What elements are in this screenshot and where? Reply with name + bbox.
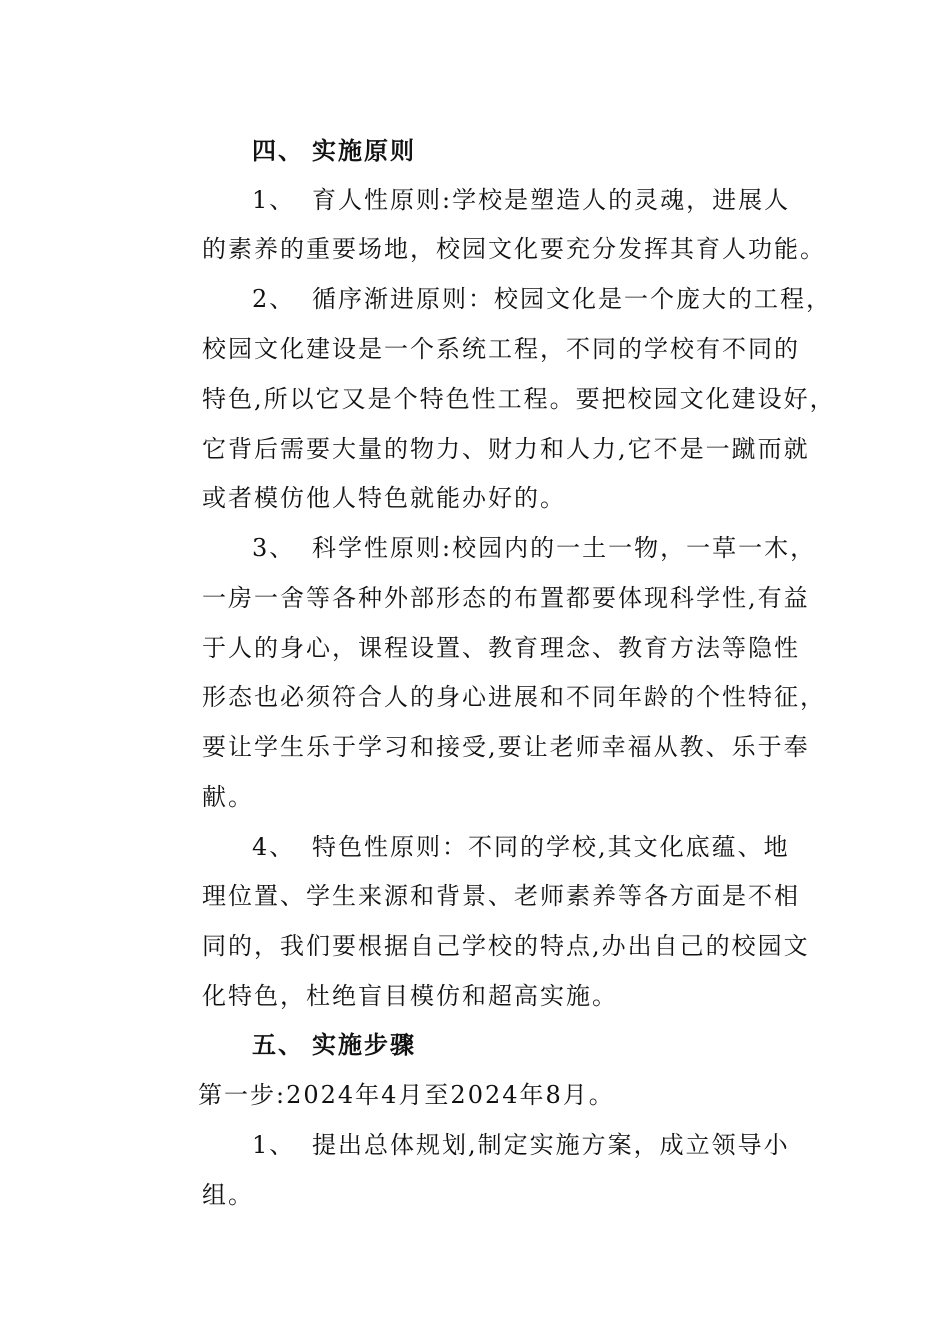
paragraph-line: 形态也必须符合人的身心进展和不同年龄的个性特征， — [202, 683, 826, 711]
paragraph-line: 它背后需要大量的物力、财力和人力,它不是一蹴而就 — [202, 435, 810, 463]
section-heading-5 — [252, 1030, 416, 1060]
paragraph-line: 一房一舍等各种外部形态的布置都要体现科学性,有益 — [202, 584, 810, 612]
section-heading-4 — [252, 136, 416, 166]
paragraph-line: 理位置、学生来源和背景、老师素养等各方面是不相 — [202, 882, 800, 910]
paragraph-text: 特色性原则：不同的学校,其文化底蕴、地 — [312, 833, 790, 861]
section-title: 实施原则 — [312, 136, 416, 165]
paragraph-line: 要让学生乐于学习和接受,要让老师幸福从教、乐于奉 — [202, 733, 810, 761]
paragraph-line: 化特色，杜绝盲目模仿和超高实施。 — [202, 982, 618, 1010]
item-number: 4、 — [252, 833, 296, 861]
paragraph-line: 同的，我们要根据自己学校的特点,办出自己的校园文 — [202, 932, 810, 960]
paragraph-text: 育人性原则:学校是塑造人的灵魂，进展人 — [312, 186, 791, 214]
paragraph-line: 特色,所以它又是个特色性工程。要把校园文化建设好， — [202, 385, 836, 413]
paragraph-line — [252, 185, 790, 215]
paragraph-line: 或者模仿他人特色就能办好的。 — [202, 484, 566, 512]
item-number: 1、 — [252, 1131, 296, 1159]
section-title: 实施步骤 — [312, 1030, 416, 1059]
paragraph-line — [252, 832, 790, 862]
paragraph-line: 组。 — [202, 1181, 254, 1209]
paragraph-line — [252, 533, 816, 563]
paragraph-line: 的素养的重要场地，校园文化要充分发挥其育人功能。 — [202, 235, 826, 263]
paragraph-text: 科学性原则:校园内的一土一物，一草一木， — [312, 534, 817, 562]
paragraph-text: 循序渐进原则：校园文化是一个庞大的工程， — [312, 285, 832, 313]
paragraph-line — [252, 284, 832, 314]
step-line: 第一步:2024年4月至2024年8月。 — [198, 1081, 615, 1109]
paragraph-text: 提出总体规划,制定实施方案，成立领导小 — [312, 1131, 790, 1159]
paragraph-line: 校园文化建设是一个系统工程，不同的学校有不同的 — [202, 335, 800, 363]
paragraph-line: 献。 — [202, 783, 254, 811]
item-number: 2、 — [252, 285, 296, 313]
paragraph-line — [252, 1130, 790, 1160]
section-number: 四、 — [252, 136, 304, 165]
item-number: 3、 — [252, 534, 296, 562]
paragraph-line: 于人的身心，课程设置、教育理念、教育方法等隐性 — [202, 634, 800, 662]
section-number: 五、 — [252, 1030, 304, 1059]
item-number: 1、 — [252, 186, 296, 214]
